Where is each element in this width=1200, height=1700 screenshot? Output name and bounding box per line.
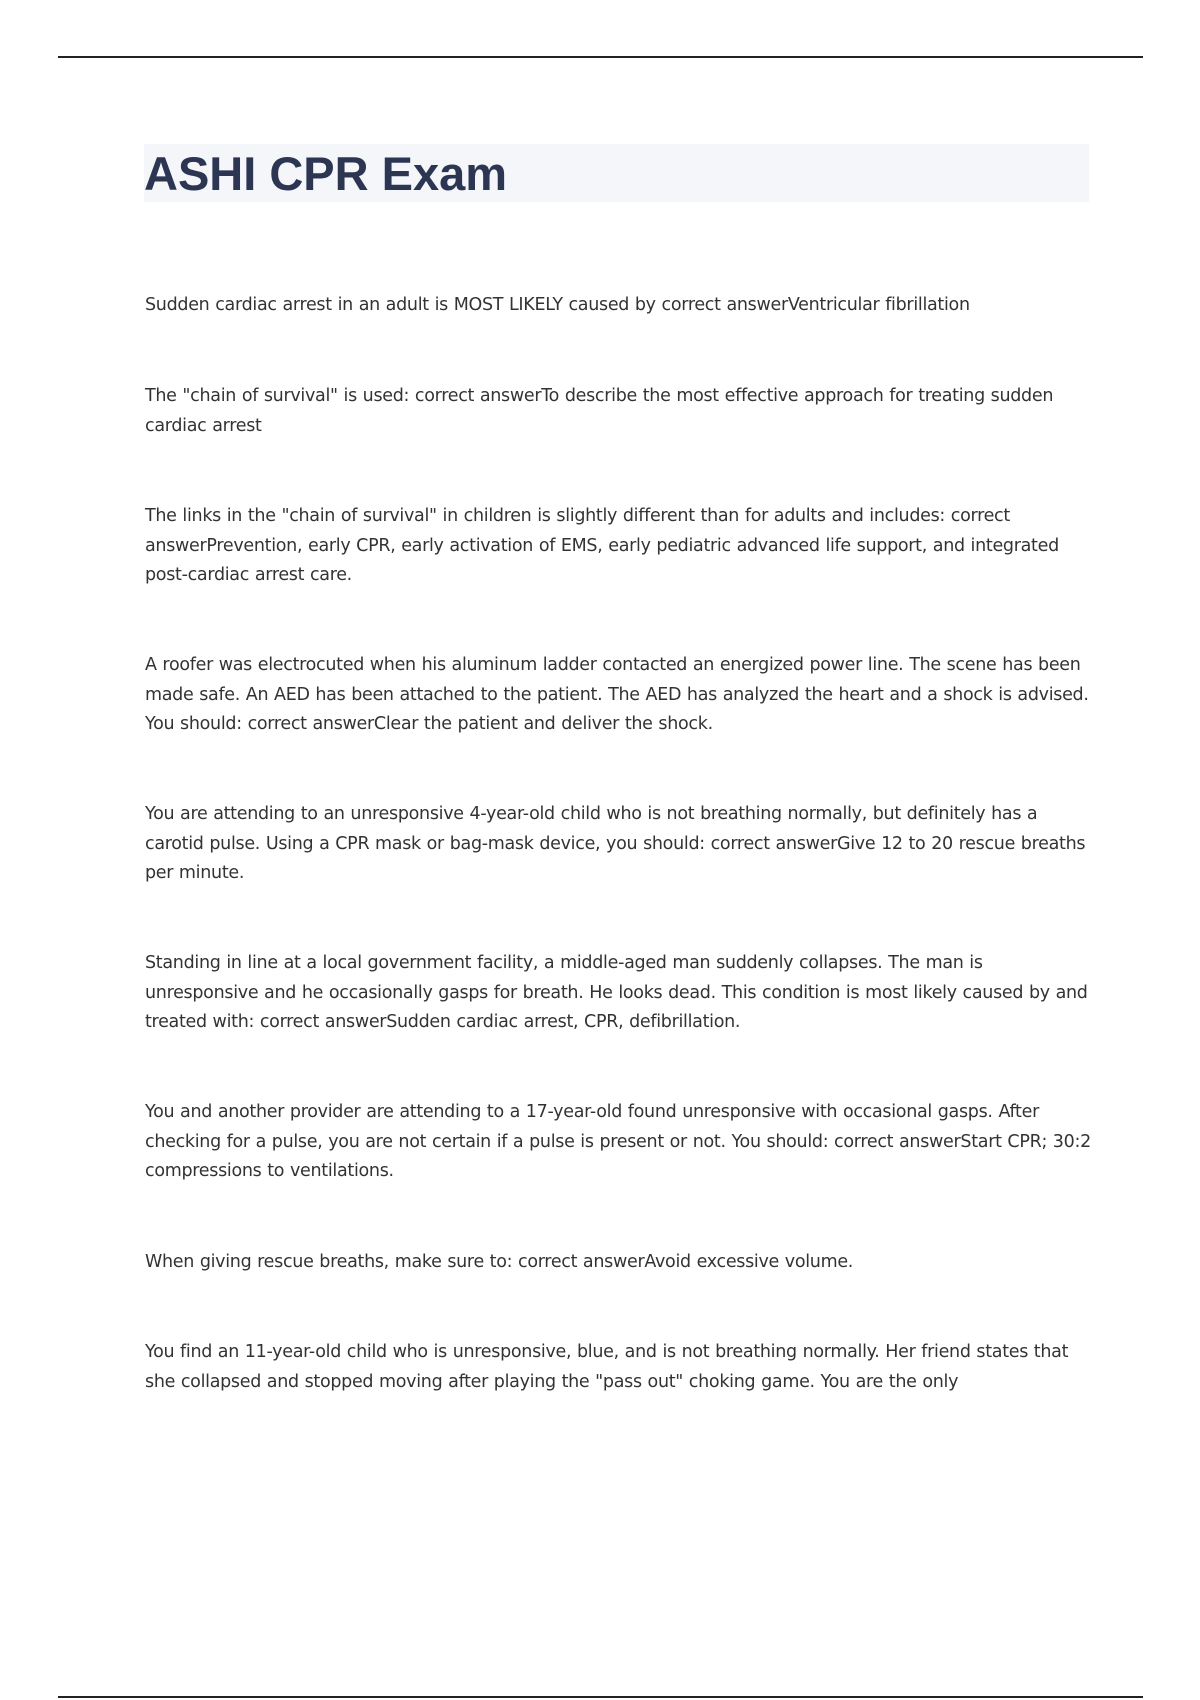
question-answer-8: When giving rescue breaths, make sure to: correct answerAvoid excessive volume. bbox=[145, 1252, 854, 1272]
bottom-rule bbox=[58, 1696, 1143, 1698]
page-title: ASHI CPR Exam bbox=[144, 147, 508, 200]
question-answer-7: You and another provider are attending to a 17-year-old found unresponsive with occasional gasps. After checking for a pulse, you are not certain if a pulse is present or not. You should: correct answerStart CPR; 30:2 compressions to ventilations. bbox=[145, 1102, 1091, 1181]
question-answer-2: The "chain of survival" is used: correct answerTo describe the most effective approach for treating sudden cardiac arrest bbox=[145, 386, 1054, 436]
question-answer-5: You are attending to an unresponsive 4-year-old child who is not breathing normally, but definitely has a carotid pulse. Using a CPR mask or bag-mask device, you should: correct answerGive 12 to 20 rescue breaths per minute. bbox=[145, 804, 1086, 883]
question-answer-1: Sudden cardiac arrest in an adult is MOST LIKELY caused by correct answerVentricular fibrillation bbox=[145, 295, 970, 315]
question-answer-9: You find an 11-year-old child who is unresponsive, blue, and is not breathing normally. Her friend states that she collapsed and stopped moving after playing the "pass out" choking game. You are the only bbox=[145, 1342, 1069, 1392]
question-answer-3: The links in the "chain of survival" in children is slightly different than for adults and includes: correct answerPrevention, early CPR, early activation of EMS, early pediatric advanced life support, and integrated post-cardiac arrest care. bbox=[145, 506, 1059, 585]
question-answer-6: Standing in line at a local government facility, a middle-aged man suddenly collapses. The man is unresponsive and he occasionally gasps for breath. He looks dead. This condition is most likely caused by and treated with: correct answerSudden cardiac arrest, CPR, defibrillation. bbox=[145, 953, 1088, 1032]
title-banner bbox=[144, 144, 1089, 202]
question-answer-4: A roofer was electrocuted when his aluminum ladder contacted an energized power line. The scene has been made safe. An AED has been attached to the patient. The AED has analyzed the heart and a shock is advised. You should: correct answerClear the patient and deliver the shock. bbox=[145, 655, 1089, 734]
top-rule bbox=[58, 56, 1143, 58]
